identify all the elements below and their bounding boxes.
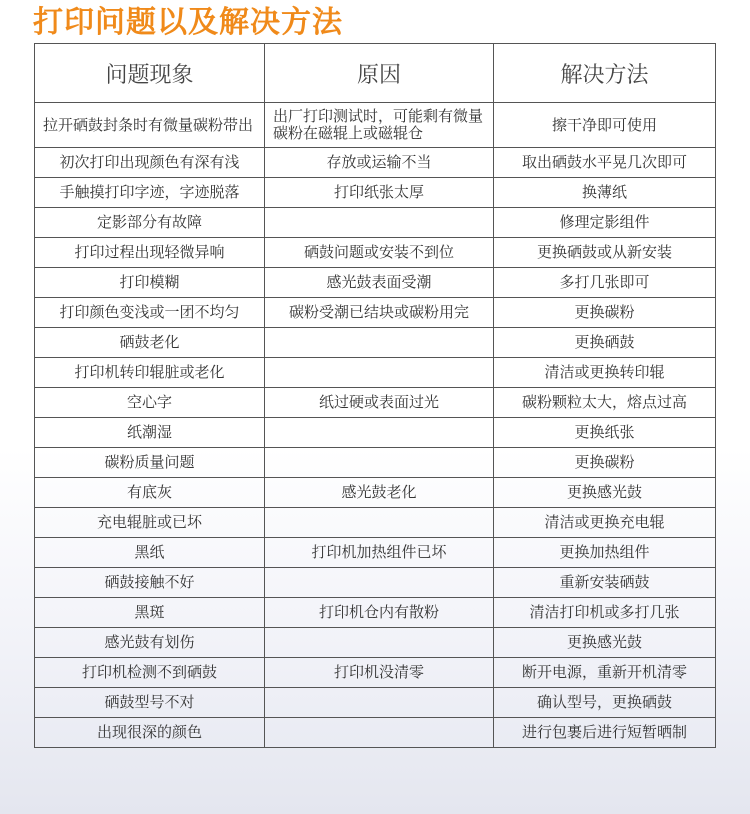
- cell-phenomenon: 打印过程出现轻微异响: [35, 238, 265, 268]
- table-row: [35, 418, 716, 448]
- cell-phenomenon: 黑斑: [35, 598, 265, 628]
- cell-solution: 更换加热组件: [494, 538, 716, 568]
- cell-cause: [265, 568, 494, 598]
- cell-solution: 清洁打印机或多打几张: [494, 598, 716, 628]
- cell-solution: 进行包裹后进行短暂晒制: [494, 718, 716, 748]
- cell-cause: 碳粉受潮已结块或碳粉用完: [265, 298, 494, 328]
- cell-phenomenon: 打印模糊: [35, 268, 265, 298]
- table-row: [35, 328, 716, 358]
- cell-phenomenon: 黑纸: [35, 538, 265, 568]
- cell-solution: 更换硒鼓或从新安装: [494, 238, 716, 268]
- cell-cause: 感光鼓老化: [265, 478, 494, 508]
- cell-cause: [265, 628, 494, 658]
- cell-solution: 更换碳粉: [494, 448, 716, 478]
- table-row: [35, 178, 716, 208]
- table-row: [35, 478, 716, 508]
- cell-phenomenon: 有底灰: [35, 478, 265, 508]
- cell-cause: 打印机加热组件已坏: [265, 538, 494, 568]
- table-row: [35, 103, 716, 148]
- cell-solution: 断开电源，重新开机清零: [494, 658, 716, 688]
- cell-phenomenon: 打印机检测不到硒鼓: [35, 658, 265, 688]
- table-row: [35, 448, 716, 478]
- cell-cause: [265, 328, 494, 358]
- cell-solution: 擦干净即可使用: [494, 103, 716, 148]
- cell-phenomenon: 感光鼓有划伤: [35, 628, 265, 658]
- cell-cause: 打印纸张太厚: [265, 178, 494, 208]
- cell-solution: 确认型号，更换硒鼓: [494, 688, 716, 718]
- cell-cause: [265, 688, 494, 718]
- cell-solution: 清洁或更换充电辊: [494, 508, 716, 538]
- cell-solution: 换薄纸: [494, 178, 716, 208]
- table-row: [35, 238, 716, 268]
- cell-phenomenon: 出现很深的颜色: [35, 718, 265, 748]
- cell-phenomenon: 打印颜色变浅或一团不均匀: [35, 298, 265, 328]
- cell-phenomenon: 硒鼓接触不好: [35, 568, 265, 598]
- table-row: [35, 148, 716, 178]
- cell-phenomenon: 碳粉质量问题: [35, 448, 265, 478]
- table-row: [35, 568, 716, 598]
- header-cause: 原因: [265, 44, 494, 103]
- table-row: [35, 358, 716, 388]
- cell-solution: 更换碳粉: [494, 298, 716, 328]
- cell-solution: 取出硒鼓水平晃几次即可: [494, 148, 716, 178]
- cell-cause: 硒鼓问题或安装不到位: [265, 238, 494, 268]
- table-row: [35, 688, 716, 718]
- table-row: [35, 388, 716, 418]
- troubleshooting-table: [34, 43, 716, 748]
- cell-cause: [265, 448, 494, 478]
- cell-phenomenon: 硒鼓型号不对: [35, 688, 265, 718]
- table-row: [35, 208, 716, 238]
- cell-phenomenon: 充电辊脏或已坏: [35, 508, 265, 538]
- table-row: [35, 508, 716, 538]
- cell-solution: 多打几张即可: [494, 268, 716, 298]
- cell-cause: 打印机没清零: [265, 658, 494, 688]
- cell-cause: [265, 718, 494, 748]
- table-row: [35, 538, 716, 568]
- cell-cause: 感光鼓表面受潮: [265, 268, 494, 298]
- cell-solution: 更换硒鼓: [494, 328, 716, 358]
- cell-phenomenon: 空心字: [35, 388, 265, 418]
- cell-solution: 清洁或更换转印辊: [494, 358, 716, 388]
- table-row: [35, 598, 716, 628]
- cell-solution: 碳粉颗粒太大，熔点过高: [494, 388, 716, 418]
- cell-cause: [265, 418, 494, 448]
- table-row: [35, 268, 716, 298]
- cell-cause: 出厂打印测试时，可能剩有微量碳粉在磁辊上或磁辊仓: [265, 103, 494, 148]
- cell-solution: 重新安装硒鼓: [494, 568, 716, 598]
- cell-cause: [265, 508, 494, 538]
- cell-phenomenon: 纸潮湿: [35, 418, 265, 448]
- cell-solution: 更换感光鼓: [494, 478, 716, 508]
- cell-cause: 打印机仓内有散粉: [265, 598, 494, 628]
- table-header-row: [35, 44, 716, 103]
- cell-solution: 修理定影组件: [494, 208, 716, 238]
- page-title: 打印问题以及解决方法: [33, 5, 343, 40]
- table-row: [35, 628, 716, 658]
- cell-cause: 存放或运输不当: [265, 148, 494, 178]
- cell-phenomenon: 打印机转印辊脏或老化: [35, 358, 265, 388]
- cell-phenomenon: 拉开硒鼓封条时有微量碳粉带出: [35, 103, 265, 148]
- cell-phenomenon: 定影部分有故障: [35, 208, 265, 238]
- table-row: [35, 658, 716, 688]
- table-row: [35, 298, 716, 328]
- cell-phenomenon: 初次打印出现颜色有深有浅: [35, 148, 265, 178]
- cell-solution: 更换纸张: [494, 418, 716, 448]
- cell-cause: [265, 208, 494, 238]
- cell-cause: 纸过硬或表面过光: [265, 388, 494, 418]
- cell-solution: 更换感光鼓: [494, 628, 716, 658]
- cell-phenomenon: 手触摸打印字迹，字迹脱落: [35, 178, 265, 208]
- header-solution: 解决方法: [494, 44, 716, 103]
- cell-phenomenon: 硒鼓老化: [35, 328, 265, 358]
- header-phenomenon: 问题现象: [35, 44, 265, 103]
- table-row: [35, 718, 716, 748]
- cell-cause: [265, 358, 494, 388]
